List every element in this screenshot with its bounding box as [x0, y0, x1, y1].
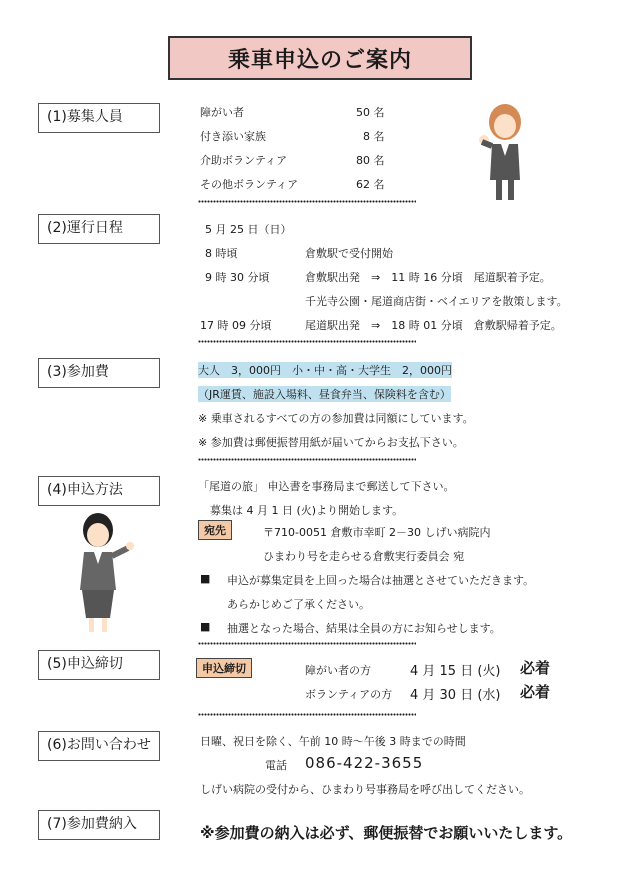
deadline-date: 4 月 15 日 (火): [410, 664, 501, 679]
recruit-count: 80 名: [356, 154, 385, 167]
bullet-icon: ■: [200, 572, 211, 585]
recruit-name: その他ボランティア: [200, 178, 299, 191]
phone-number: 086-422-3655: [305, 754, 424, 772]
section-label-deadline: (5)申込締切: [38, 650, 160, 680]
schedule-time: 17 時 09 分頃: [200, 319, 272, 332]
schedule-text: 倉敷駅で受付開始: [305, 247, 393, 260]
recruit-name: 障がい者: [200, 106, 244, 119]
payment-note: ※参加費の納入は必ず、郵便振替でお願いいたします。: [200, 824, 573, 842]
section-label-recruitment: (1)募集人員: [38, 103, 160, 133]
fee-note: ※ 乗車されるすべての方の参加費は同額にしています。: [198, 412, 474, 425]
recruit-name: 付き添い家族: [200, 130, 266, 143]
dotted-divider: [198, 642, 416, 646]
section-label-fee: (3)参加費: [38, 358, 160, 388]
woman-bowing-illustration: [470, 100, 540, 205]
bullet-icon: ■: [200, 620, 211, 633]
recruit-count: 62 名: [356, 178, 385, 191]
page-title: 乗車申込のご案内: [168, 36, 472, 80]
fee-included: （JR運賃、施設入場料、昼食弁当、保険料を含む）: [198, 388, 451, 401]
dotted-divider: [198, 713, 416, 717]
deadline-must: 必着: [520, 659, 551, 677]
schedule-text: 千光寺公園・尾道商店街・ベイエリアを散策します。: [305, 295, 568, 308]
deadline-tag: 申込締切: [196, 658, 252, 678]
application-line: 「尾道の旅」 申込書を事務局まで郵送して下さい。: [198, 480, 455, 493]
dotted-divider: [198, 200, 416, 204]
schedule-time: 8 時頃: [205, 247, 238, 260]
phone-label: 電話: [265, 759, 287, 772]
section-label-inquiry: (6)お問い合わせ: [38, 731, 160, 761]
woman-guiding-illustration: [68, 510, 140, 635]
address-line: ひまわり号を走らせる倉敷実行委員会 宛: [263, 550, 465, 563]
recruit-count: 50 名: [356, 106, 385, 119]
deadline-who: ボランティアの方: [305, 688, 393, 701]
recruit-name: 介助ボランティア: [200, 154, 288, 167]
deadline-who: 障がい者の方: [305, 664, 371, 677]
tour-date: 5 月 25 日（日）: [205, 223, 292, 236]
application-note: あらかじめご了承ください。: [227, 598, 370, 611]
fee-line: [198, 362, 452, 378]
application-note: 申込が募集定員を上回った場合は抽選とさせていただきます。: [227, 574, 535, 587]
section-label-application: (4)申込方法: [38, 476, 160, 506]
fee-student: 小・中・高・大学生 2，000円: [281, 364, 452, 377]
deadline-must: 必着: [520, 683, 551, 701]
section-label-payment: (7)参加費納入: [38, 810, 160, 840]
section-label-schedule: (2)運行日程: [38, 214, 160, 244]
dotted-divider: [198, 458, 416, 462]
schedule-time: 9 時 30 分頃: [205, 271, 270, 284]
inquiry-hours: 日曜、祝日を除く、午前 10 時～午後 3 時までの時間: [200, 735, 466, 748]
application-note: 抽選となった場合、結果は全員の方にお知らせします。: [227, 622, 501, 635]
application-start: 募集は 4 月 1 日 (火)より開始します。: [210, 504, 404, 517]
address-line: 〒710-0051 倉敷市幸町 2－30 しげい病院内: [263, 526, 491, 539]
fee-note: ※ 参加費は郵便振替用紙が届いてからお支払下さい。: [198, 436, 464, 449]
fee-adult: 大人 3，000円: [198, 364, 281, 377]
address-tag: 宛先: [198, 520, 232, 540]
dotted-divider: [198, 340, 416, 344]
recruit-count: 8 名: [363, 130, 385, 143]
deadline-date: 4 月 30 日 (水): [410, 688, 501, 703]
schedule-text: 尾道駅出発 ⇒ 18 時 01 分頃 倉敷駅帰着予定。: [305, 319, 562, 332]
schedule-text: 倉敷駅出発 ⇒ 11 時 16 分頃 尾道駅着予定。: [305, 271, 551, 284]
inquiry-note: しげい病院の受付から、ひまわり号事務局を呼び出してください。: [200, 783, 530, 796]
